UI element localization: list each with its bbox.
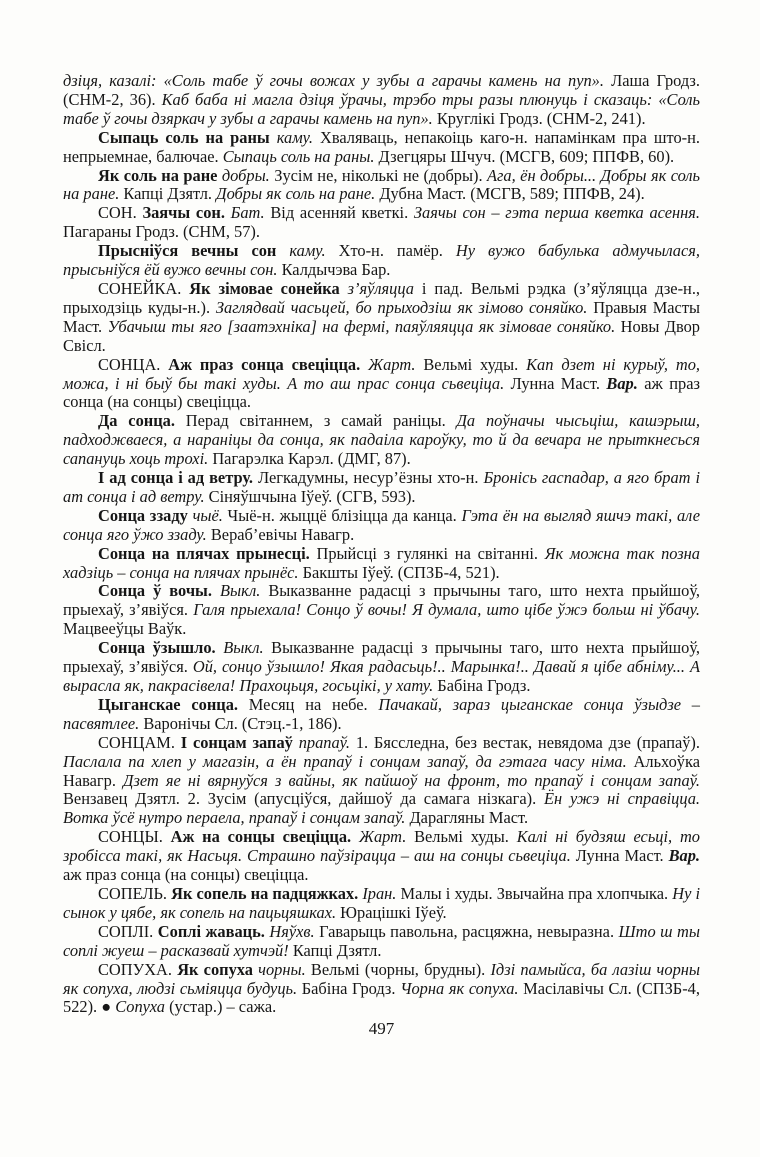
- text-run: Масілавічы Сл. (СПЗБ-4, 522). ●: [63, 978, 700, 1017]
- text-run: Прыйсці з гулянкі на світанні.: [316, 543, 545, 563]
- text-run: Вельмі (чорны, брудны).: [305, 959, 491, 979]
- text-run: 1. Бясследна, без вестак, невядома дзе (прапаў).: [350, 732, 700, 752]
- text-run: Як можна так позна хадзіць – сонца на плячах прынёс.: [63, 543, 700, 582]
- text-run: Выказванне радасці з прычыны таго, што нехта прыйшоў, прыехаў, з’явіўся.: [63, 581, 701, 620]
- text-run: Варонічы Сл. (Стэц.-1, 186).: [139, 713, 342, 733]
- text-run: Вензавец Дзятл. 2. Зусім (апусціўся, дайшоў да самага нізкага).: [63, 789, 545, 809]
- text-run: чорны.: [258, 959, 306, 979]
- text-run: Жарт.: [368, 354, 416, 374]
- text-run: Пачакай, зараз цыганскае сонца ўзыдзе – пасвятлее.: [63, 694, 700, 733]
- text-run: Пагарэлка Карэл. (ДМГ, 87).: [208, 449, 411, 469]
- text-run: каму.: [276, 127, 313, 147]
- text-run: Ага, ён добры... Добры як соль на ране.: [63, 165, 700, 204]
- text-run: Вельмі худы.: [406, 827, 517, 847]
- text-run: Хто-н. памёр.: [325, 241, 456, 261]
- text-run: Лаша Гродз. (СНМ-2, 36).: [63, 71, 700, 109]
- text-run: СОН.: [98, 203, 143, 223]
- dictionary-paragraph: [63, 412, 700, 469]
- text-run: чыё.: [192, 505, 223, 525]
- dictionary-paragraph: [63, 280, 700, 356]
- text-run: Убачыш ты яго [заатэхніка] на фермі, паяўляяцца як зімовае соняйко.: [107, 316, 616, 336]
- text-run: Каб баба ні магла дзіця ўрачы, трэбо тры разы плюнуць і сказаць: «Соль табе ў гочы дзяркач у зубы а гарачы камень на пуп».: [63, 89, 700, 128]
- text-run: Бабіна Гродз.: [433, 676, 531, 695]
- text-run: Паслала па хлеп у магазін, а ён прапаў і сонцам запаў, да гэтага часу німа.: [63, 751, 627, 771]
- text-run: Вар.: [606, 373, 638, 393]
- text-run: Дзегцяры Шчуч. (МСГВ, 609; ППФВ, 60).: [374, 146, 675, 166]
- text-run: Цыганскае сонца.: [98, 694, 249, 714]
- text-run: Бат.: [230, 203, 265, 223]
- text-run: Сонца ўзышло.: [98, 638, 224, 658]
- text-run: Хваляваць, непакоіць каго-н. напамінкам пра што-н. непрыемнае, балючае.: [63, 127, 700, 166]
- text-run: Ой, сонцо ўзышло! Якая радасьць!.. Марынка!.. Давай я цібе абніму... А вырасла як, пакрасівела! Прахоцьця, госьцікі, у хату.: [63, 657, 701, 695]
- text-run: СОПУХА.: [98, 959, 178, 979]
- dictionary-paragraph: [63, 545, 700, 583]
- page-number: 497: [368, 1019, 395, 1039]
- dictionary-paragraph: [63, 885, 700, 923]
- text-run: Юрацішкі Іўеў.: [336, 902, 447, 922]
- text-run: Сіняўшчына Іўеў. (СГВ, 593).: [204, 486, 416, 506]
- text-run: Выказванне радасці з прычыны таго, што нехта прыйшоў, прыехаў, з’явіўся.: [63, 638, 701, 677]
- text-run: Перад світаннем, з самай раніцы.: [185, 411, 457, 431]
- text-run: Заячы сон.: [142, 203, 231, 223]
- text-run: добры.: [221, 165, 270, 185]
- text-run: Жарт.: [358, 827, 407, 847]
- text-run: Да сонца.: [98, 411, 186, 431]
- text-run: Месяц на небе.: [248, 694, 379, 714]
- text-run: Чорна як сопуха.: [400, 978, 519, 998]
- text-run: Аж праз сонца свеціцца.: [168, 354, 369, 374]
- text-run: Гаварыць павольна, расцяжна, невыразна.: [314, 921, 619, 941]
- text-run: аж праз сонца (на сонцы) свеціцца.: [63, 865, 309, 885]
- text-run: Бакшты Іўеў. (СПЗБ-4, 521).: [298, 562, 500, 582]
- text-run: І ад сонца і ад ветру.: [98, 468, 258, 488]
- text-run: Сыпаць соль на раны: [98, 127, 277, 147]
- dictionary-paragraph: [63, 923, 700, 961]
- dictionary-paragraph: [63, 828, 700, 885]
- dictionary-paragraph: [63, 582, 700, 639]
- text-run: Кап дзет ні курыў, то, можа, і ні быў бы такі худы. А то аш прас сонца сьвеціца.: [63, 354, 701, 393]
- text-run: СОНЕЙКА.: [98, 278, 190, 298]
- text-run: Выкл.: [223, 638, 264, 658]
- text-run: Заячы сон – гэта перша кветка асення.: [413, 203, 700, 223]
- text-run: Як соль на ране: [98, 165, 222, 185]
- dictionary-paragraph: [63, 639, 700, 696]
- text-run: Сонца ў вочы.: [98, 581, 220, 601]
- text-block: [63, 72, 700, 1038]
- dictionary-paragraph: [63, 167, 700, 205]
- dictionary-paragraph: [63, 507, 700, 545]
- text-run: Ён ужэ ні справіцца. Вотка ўсё нутро пераела, прапаў і сонцам запаў.: [63, 789, 701, 828]
- text-run: Калі ні будзяш есьці, то зробісса такі, як Насьця. Страшно паўзірацца – аш на сонцы сьвеціца.: [63, 827, 700, 866]
- text-run: Вельмі худы.: [415, 354, 527, 374]
- text-run: Ну і сынок у цябе, як сопель на пацьцяшках.: [63, 883, 701, 922]
- text-run: Лунна Маст.: [504, 373, 607, 393]
- text-run: Круглікі Гродз. (СНМ-2, 241).: [432, 108, 646, 128]
- text-run: Добры як соль на ране.: [216, 184, 376, 204]
- text-run: Зусім не, ніколькі не (добры).: [269, 165, 488, 185]
- text-run: Бабіна Гродз.: [297, 978, 401, 998]
- text-run: Сонца на плячах прынесці.: [98, 543, 317, 563]
- text-run: аж праз сонца (на сонцы) свеціцца.: [63, 373, 700, 412]
- text-run: Няўхв.: [269, 921, 315, 941]
- text-run: Вераб’евічы Навагр.: [206, 524, 355, 544]
- dictionary-paragraph: [63, 242, 700, 280]
- text-run: Заглядвай часьцей, бо прыходзіш як зімово соняйко.: [215, 297, 588, 317]
- text-run: Соплі жаваць.: [157, 921, 270, 941]
- text-run: Новы Двор Свісл.: [63, 316, 701, 355]
- text-run: Дубна Маст. (МСГВ, 589; ППФВ, 24).: [375, 184, 645, 204]
- text-run: Правыя Масты Маст.: [63, 297, 700, 336]
- dictionary-paragraph: [63, 734, 700, 829]
- dictionary-paragraph: [63, 961, 700, 1018]
- text-run: Дарагляны Маст.: [405, 808, 529, 828]
- text-run: Сопуха: [115, 997, 165, 1017]
- text-run: Выкл.: [219, 581, 261, 601]
- text-run: Аж на сонцы свеціцца.: [170, 827, 359, 847]
- text-run: СОНЦА.: [98, 354, 169, 374]
- text-run: Від асенняй кветкі.: [264, 203, 414, 223]
- dictionary-paragraph: [63, 469, 700, 507]
- text-run: І сонцам запаў: [180, 732, 299, 752]
- text-run: Ідзі памыйса, ба лазіш чорны як сопуха, людзі сьміяцца будуць.: [63, 959, 700, 998]
- text-run: Капці Дзятл.: [288, 940, 382, 960]
- text-run: Як зімовае сонейка: [189, 278, 348, 298]
- text-run: дзіця, казалі: «Соль табе ў гочы вожах у зубы а гарачы камень на пуп».: [63, 71, 604, 90]
- text-run: і пад. Вельмі рэдка (з’яўляцца дзе-н., прыходзіць куды-н.).: [63, 278, 701, 317]
- text-run: Мацвееўцы Ваўк.: [63, 619, 187, 639]
- text-run: Чыё-н. жыццё блізіцца да канца.: [222, 505, 462, 525]
- text-run: Сыпаць соль на раны.: [222, 146, 375, 166]
- text-run: СОНЦАМ.: [98, 732, 181, 752]
- text-run: каму.: [289, 241, 326, 261]
- text-run: прапаў.: [298, 732, 351, 752]
- dictionary-paragraph: [63, 129, 700, 167]
- text-run: з’яўляцца: [347, 278, 414, 298]
- text-run: СОПЛІ.: [98, 921, 158, 941]
- text-run: Капці Дзятл.: [119, 184, 217, 204]
- text-run: Гэта ён на выгляд яшчэ такі, але сонца яго ўжо ззаду.: [63, 505, 700, 544]
- text-run: Дзет яе ні вярнуўся з вайны, як пайшоў на фронт, то прапаў і сонцам запаў.: [123, 770, 701, 790]
- text-run: Прысніўся вечны сон: [98, 241, 290, 261]
- text-run: (устар.) – сажа.: [165, 997, 277, 1017]
- text-run: Як сопуха: [177, 959, 259, 979]
- dictionary-paragraph: [63, 356, 700, 413]
- dictionary-paragraph: [63, 72, 700, 129]
- text-run: Ну вужо бабулька адмучылася, прысьніўся ёй вужо вечны сон.: [63, 241, 700, 280]
- text-run: Вар.: [668, 846, 701, 866]
- text-run: СОНЦЫ.: [98, 827, 171, 847]
- text-run: Калдычэва Бар.: [277, 260, 391, 280]
- text-run: Пагараны Гродз. (СНМ, 57).: [63, 222, 260, 242]
- text-run: Малы і худы. Звычайна пра хлопчыка.: [396, 883, 673, 903]
- text-run: Альхоўка Навагр.: [63, 751, 700, 790]
- text-run: Лунна Маст.: [570, 846, 669, 866]
- text-run: Галя прыехала! Сонцо ў вочы! Я думала, што цібе ўжэ больш ні ўбачу.: [193, 600, 701, 620]
- text-run: Сонца ззаду: [98, 505, 193, 525]
- text-run: СОПЕЛЬ.: [98, 883, 172, 903]
- text-run: Да поўначы чысьціш, кашэрыш, падходжваеся, а нараніцы да сонца, як падаіла кароўку, то й да вечара не прыткнесься сапануць хоць трохі.: [63, 411, 700, 469]
- text-run: Іран.: [362, 883, 397, 903]
- text-run: Што ш ты соплі жуеш – расказвай хутчэй!: [63, 921, 700, 960]
- dictionary-paragraph: [63, 204, 700, 242]
- dictionary-paragraph: [63, 696, 700, 734]
- text-run: Легкадумны, несур’ёзны хто-н.: [257, 468, 484, 488]
- text-run: Бронісь гаспадар, а яго брат і ат сонца і ад ветру.: [63, 468, 700, 506]
- text-run: Як сопель на падцяжках.: [171, 883, 363, 903]
